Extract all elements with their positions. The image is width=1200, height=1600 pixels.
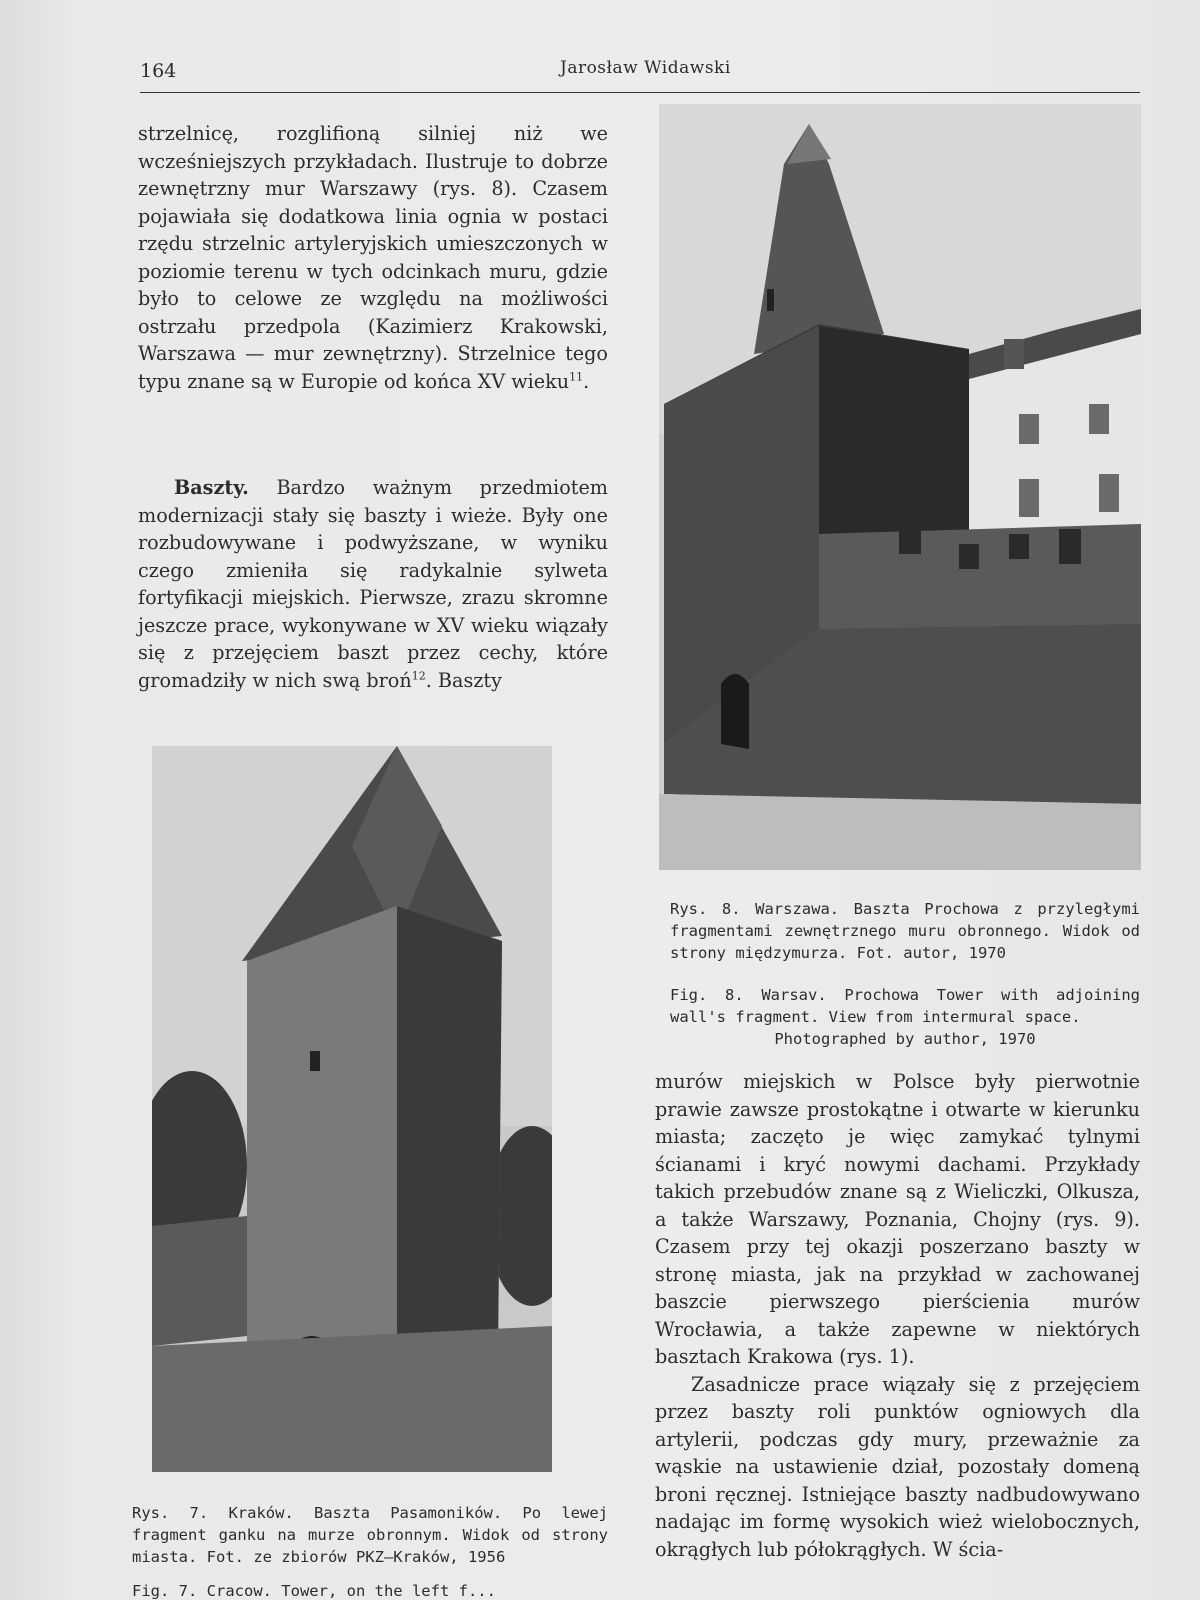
caption-text: Fig. 7. Cracow. Tower, on the left f... [132, 1582, 496, 1600]
figure-7-caption-english [132, 1580, 608, 1600]
right-column-text [655, 1068, 1140, 1563]
footnote-ref-12: 12 [411, 669, 426, 683]
figure-7-caption-polish [132, 1502, 608, 1568]
running-head-author: Jarosław Widawski [560, 58, 731, 78]
left-column-paragraph-2 [138, 474, 608, 694]
paragraph-text: Bardzo ważnym przedmiotem modernizacji stały się baszty i wieże. Były one rozbudowywane i podwyższane, w wyniku czego zmieniła się radykalnie sylweta fortyfikacji miejskich. Pierwsze, zrazu skromne jeszcze prace, wykonywane w XV wieku wiązały się z przejęciem baszt przez cechy, które gromadziły w nich swą broń [138, 476, 609, 692]
figure-8-photo [659, 104, 1141, 870]
figure-8-caption-polish [670, 898, 1140, 964]
caption-text: Rys. 7. Kraków. Baszta Pasamoników. Po lewej fragment ganku na murze obronnym. Widok od strony miasta. Fot. ze zbiorów PKZ—Kraków, 1956 [132, 1504, 608, 1566]
caption-text: Fig. 8. Warsav. Prochowa Tower with adjoining wall's fragment. View from intermural space. [670, 986, 1140, 1026]
figure-7-photo [152, 746, 552, 1472]
caption-text-credit: Photographed by author, 1970 [774, 1030, 1036, 1048]
paragraph-end: . Baszty [425, 668, 502, 692]
footnote-ref-11: 11 [569, 370, 584, 384]
figure-8-caption-english [670, 984, 1140, 1050]
paragraph-text: strzelnicę, rozglifioną silniej niż we wcześniejszych przykładach. Ilustruje to dobrze zewnętrzny mur Warszawy (rys. 8). Czasem pojawiała się dodatkowa linia ognia w postaci rzędu strzelnic artyleryjskich umieszczonych w poziomie terenu w tych odcinkach muru, gdzie było to celowe ze względu na możliwości ostrzału przedpola (Kazimierz Krakowski, Warszawa — mur zewnętrzny). Strzelnice tego typu znane są w Europie od końca XV wieku [138, 122, 608, 393]
page-header [140, 56, 1140, 93]
paragraph-text: Zasadnicze prace wiązały się z przejęciem przez baszty roli punktów ogniowych dla artylerii, podczas gdy mury, przeważnie za wąskie na ustawienie dział, pozostały domeną broni ręcznej. Istniejące baszty nadbudowywano nadając im formę wysokich wież wielobocznych, okrągłych lub półokrągłych. W ścia- [655, 1372, 1140, 1561]
paragraph-end: . [583, 369, 590, 393]
caption-text: Rys. 8. Warszawa. Baszta Prochowa z przyległymi fragmentami zewnętrznego muru obronnego. Widok od strony międzymurza. Fot. autor, 1970 [670, 900, 1140, 962]
paragraph-text: murów miejskich w Polsce były pierwotnie prawie zawsze prostokątne i otwarte w kierunku miasta; zaczęto je więc zamykać tylnymi ścianami i kryć nowymi dachami. Przykłady takich przebudów znane są z Wieliczki, Olkusza, a także Warszawy, Poznania, Chojny (rys. 9). Czasem przy tej okazji poszerzano baszty w stronę miasta, jak na przykład w zachowanej baszcie pierwszego pierścienia murów Wrocławia, a także zapewne w niektórych basztach Krakowa (rys. 1). [655, 1070, 1140, 1368]
left-column-paragraph-1 [138, 120, 608, 395]
section-heading-baszty: Baszty. [174, 476, 249, 499]
page-number: 164 [140, 60, 177, 82]
